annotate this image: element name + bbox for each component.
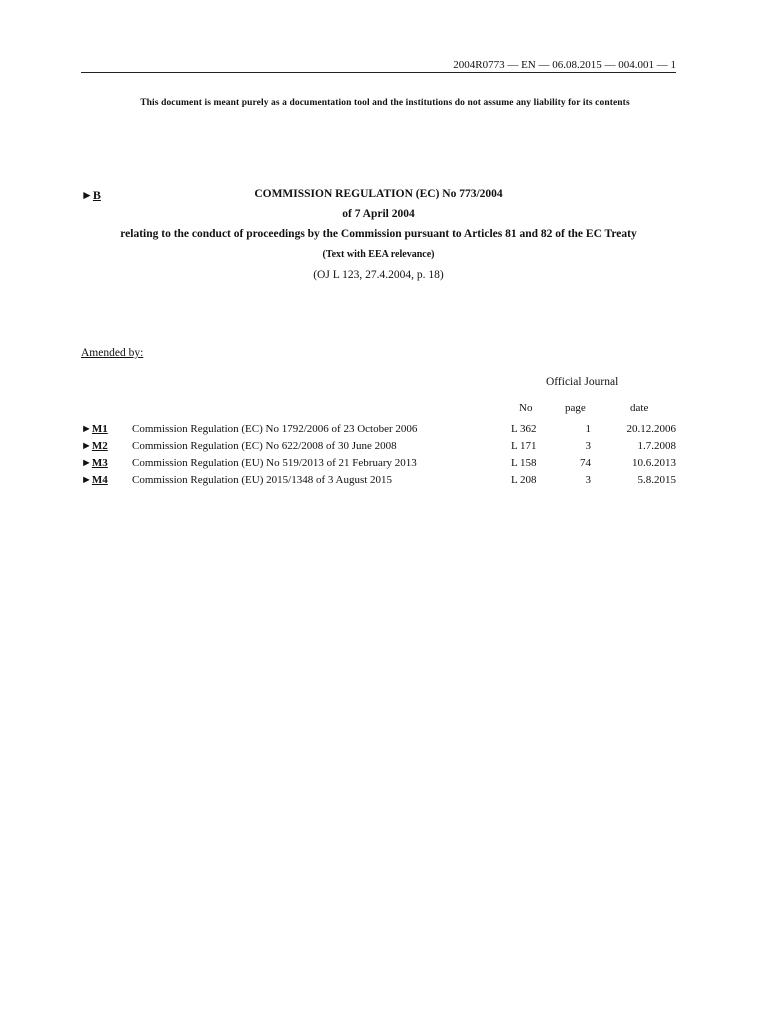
amendment-date: 10.6.2013 <box>632 457 676 469</box>
base-act-link[interactable]: B <box>92 188 101 202</box>
amendment-page: 3 <box>585 474 591 486</box>
column-header-date: date <box>630 402 649 414</box>
column-header-no: No <box>519 402 533 414</box>
amendment-row <box>81 423 676 440</box>
amendment-row <box>81 440 676 457</box>
amendment-oj-number: L 208 <box>511 474 537 486</box>
amended-by-label: Amended by: <box>81 347 144 359</box>
amendment-description: Commission Regulation (EC) No 622/2008 of 30 June 2008 <box>132 440 397 452</box>
amendment-marker[interactable] <box>81 423 108 435</box>
amendment-row <box>81 457 676 474</box>
disclaimer-text: This document is meant purely as a documentation tool and the institutions do not assume any liability for its contents <box>140 98 630 108</box>
oj-reference: (OJ L 123, 27.4.2004, p. 18) <box>313 269 444 281</box>
amendment-page: 74 <box>580 457 591 469</box>
amendment-link[interactable]: M2 <box>91 440 108 452</box>
amendment-link[interactable]: M3 <box>91 457 108 469</box>
amendment-oj-number: L 158 <box>511 457 537 469</box>
amendment-link[interactable]: M4 <box>91 474 108 486</box>
marker-arrow-icon: ► <box>81 440 92 452</box>
amendment-date: 1.7.2008 <box>637 440 676 452</box>
amendment-date: 20.12.2006 <box>626 423 676 435</box>
amendment-date: 5.8.2015 <box>637 474 676 486</box>
amendment-page: 3 <box>585 440 591 452</box>
amendment-description: Commission Regulation (EU) No 519/2013 of 21 February 2013 <box>132 457 417 469</box>
document-reference: 2004R0773 — EN — 06.08.2015 — 004.001 — 1 <box>81 59 676 73</box>
act-title: COMMISSION REGULATION (EC) No 773/2004 <box>254 188 503 200</box>
amendment-row <box>81 474 676 491</box>
amendment-marker[interactable] <box>81 457 108 469</box>
marker-arrow-icon: ► <box>81 474 92 486</box>
marker-arrow-icon: ► <box>81 423 92 435</box>
amendment-description: Commission Regulation (EC) No 1792/2006 of 23 October 2006 <box>132 423 418 435</box>
amendment-page: 1 <box>585 423 591 435</box>
amendment-description: Commission Regulation (EU) 2015/1348 of 3 August 2015 <box>132 474 393 486</box>
eea-relevance: (Text with EEA relevance) <box>322 249 435 260</box>
act-title-block <box>81 188 676 281</box>
act-subject: relating to the conduct of proceedings by the Commission pursuant to Articles 81 and 82 of the EC Treaty <box>120 228 637 240</box>
amendment-oj-number: L 362 <box>511 423 537 435</box>
amendment-link[interactable]: M1 <box>91 423 108 435</box>
marker-arrow-icon: ► <box>81 457 92 469</box>
act-date: of 7 April 2004 <box>342 208 415 220</box>
column-header-page: page <box>565 402 586 414</box>
amendments-table <box>81 423 676 491</box>
official-journal-header: Official Journal <box>546 376 619 388</box>
amendment-marker[interactable] <box>81 474 108 486</box>
amendment-marker[interactable] <box>81 440 108 452</box>
amendment-oj-number: L 171 <box>511 440 537 452</box>
marker-arrow-icon: ► <box>81 188 93 202</box>
